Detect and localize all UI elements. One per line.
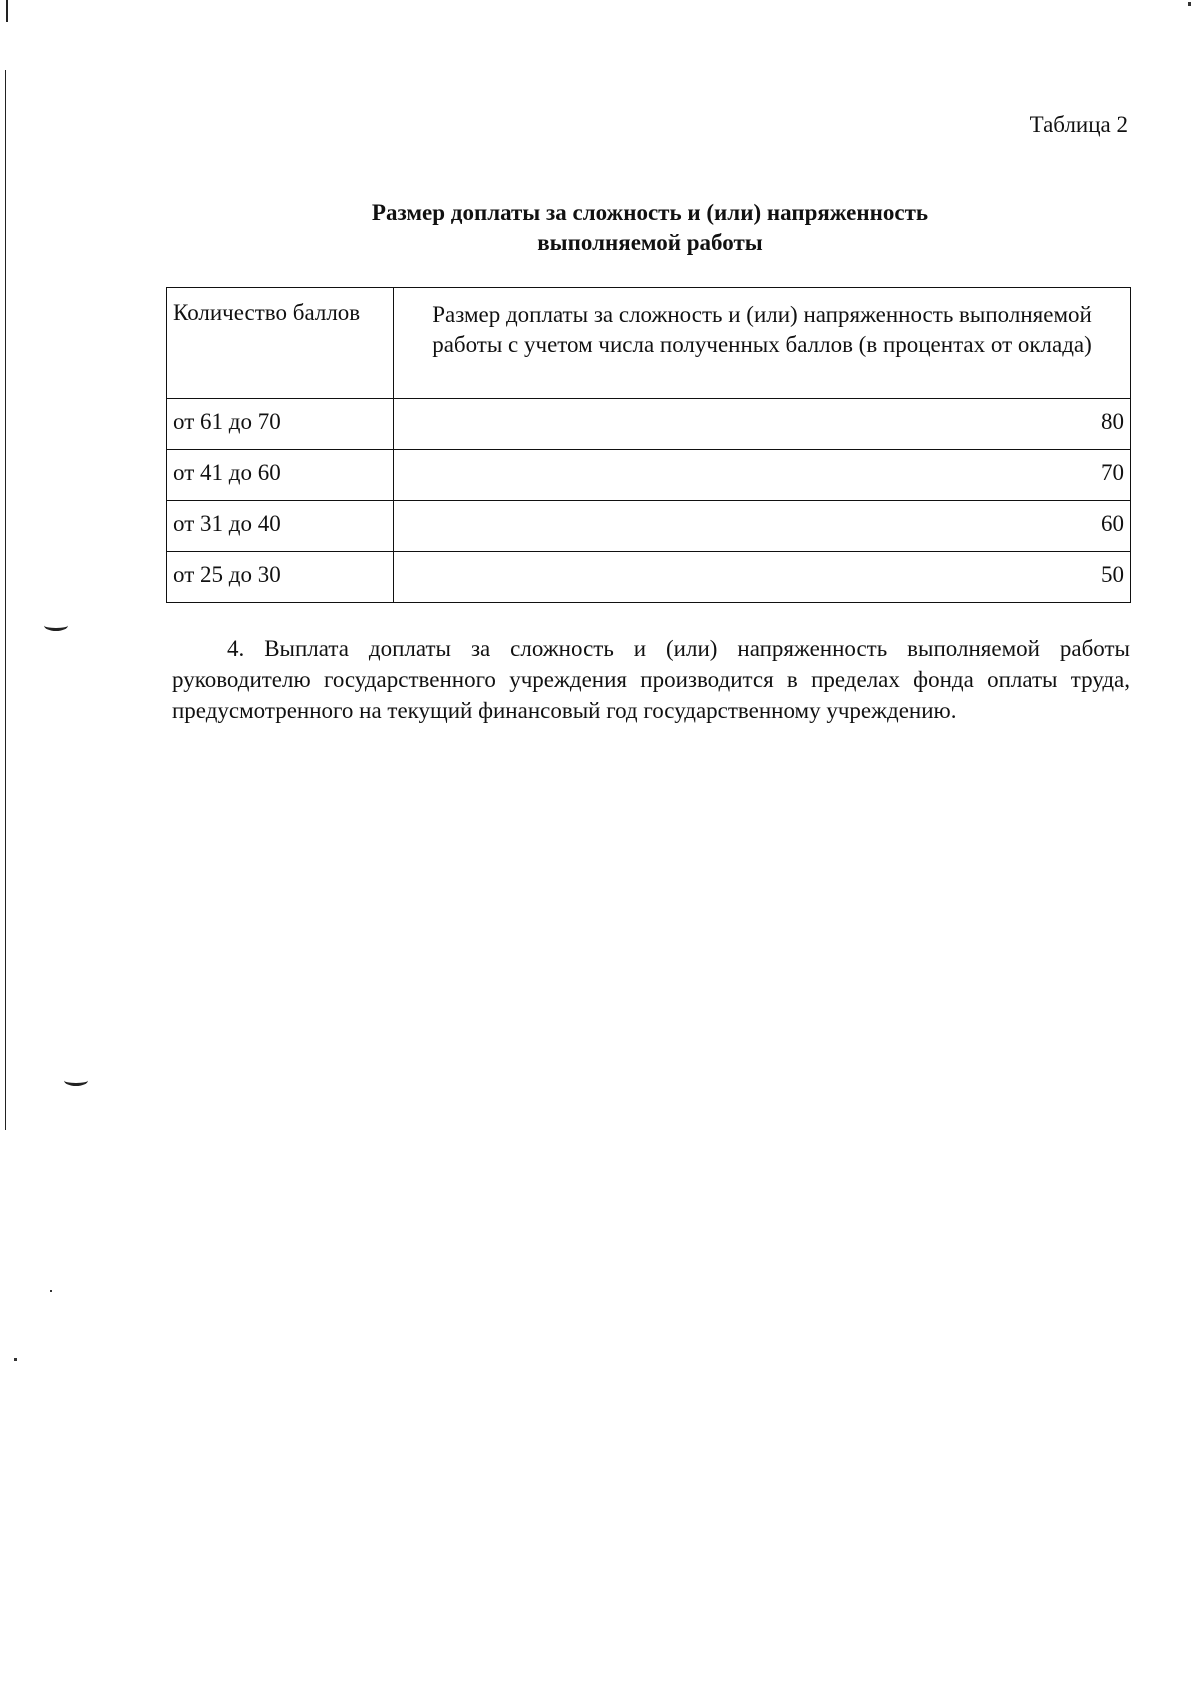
bonus-table bbox=[166, 287, 1131, 603]
row-value: 80 bbox=[394, 399, 1131, 450]
scan-speck bbox=[50, 1290, 52, 1292]
table-row bbox=[167, 450, 1131, 501]
row-score: от 41 до 60 bbox=[167, 450, 394, 501]
header-score: Количество баллов bbox=[167, 288, 394, 399]
table-row bbox=[167, 501, 1131, 552]
scan-edge-mark bbox=[6, 0, 8, 22]
table-row bbox=[167, 399, 1131, 450]
document-title bbox=[160, 198, 1140, 258]
scan-mark bbox=[44, 620, 68, 631]
document-title-line: выполняемой работы bbox=[537, 230, 763, 255]
table-header-row bbox=[167, 288, 1131, 399]
row-score: от 61 до 70 bbox=[167, 399, 394, 450]
scan-mark bbox=[64, 1075, 88, 1086]
paragraph-item-4: 4. Выплата доплаты за сложность и (или) напряженность выполняемой работы руководителю государственного учреждения производится в пределах фонда оплаты труда, предусмотренного на текущий финансовый год государственному учреждению. bbox=[172, 636, 1130, 723]
row-value: 60 bbox=[394, 501, 1131, 552]
table-label: Таблица 2 bbox=[1029, 112, 1128, 137]
document-title-line: Размер доплаты за сложность и (или) напряженность bbox=[371, 200, 929, 225]
row-value: 70 bbox=[394, 450, 1131, 501]
header-bonus-size: Размер доплаты за сложность и (или) напряженность выполняемой работы с учетом числа полученных баллов (в процентах от оклада) bbox=[394, 288, 1131, 399]
row-score: от 25 до 30 bbox=[167, 552, 394, 603]
scan-speck bbox=[14, 1358, 17, 1361]
scan-speck bbox=[1188, 2, 1191, 6]
table-row bbox=[167, 552, 1131, 603]
scan-edge-line bbox=[5, 70, 6, 1130]
row-value: 50 bbox=[394, 552, 1131, 603]
row-score: от 31 до 40 bbox=[167, 501, 394, 552]
